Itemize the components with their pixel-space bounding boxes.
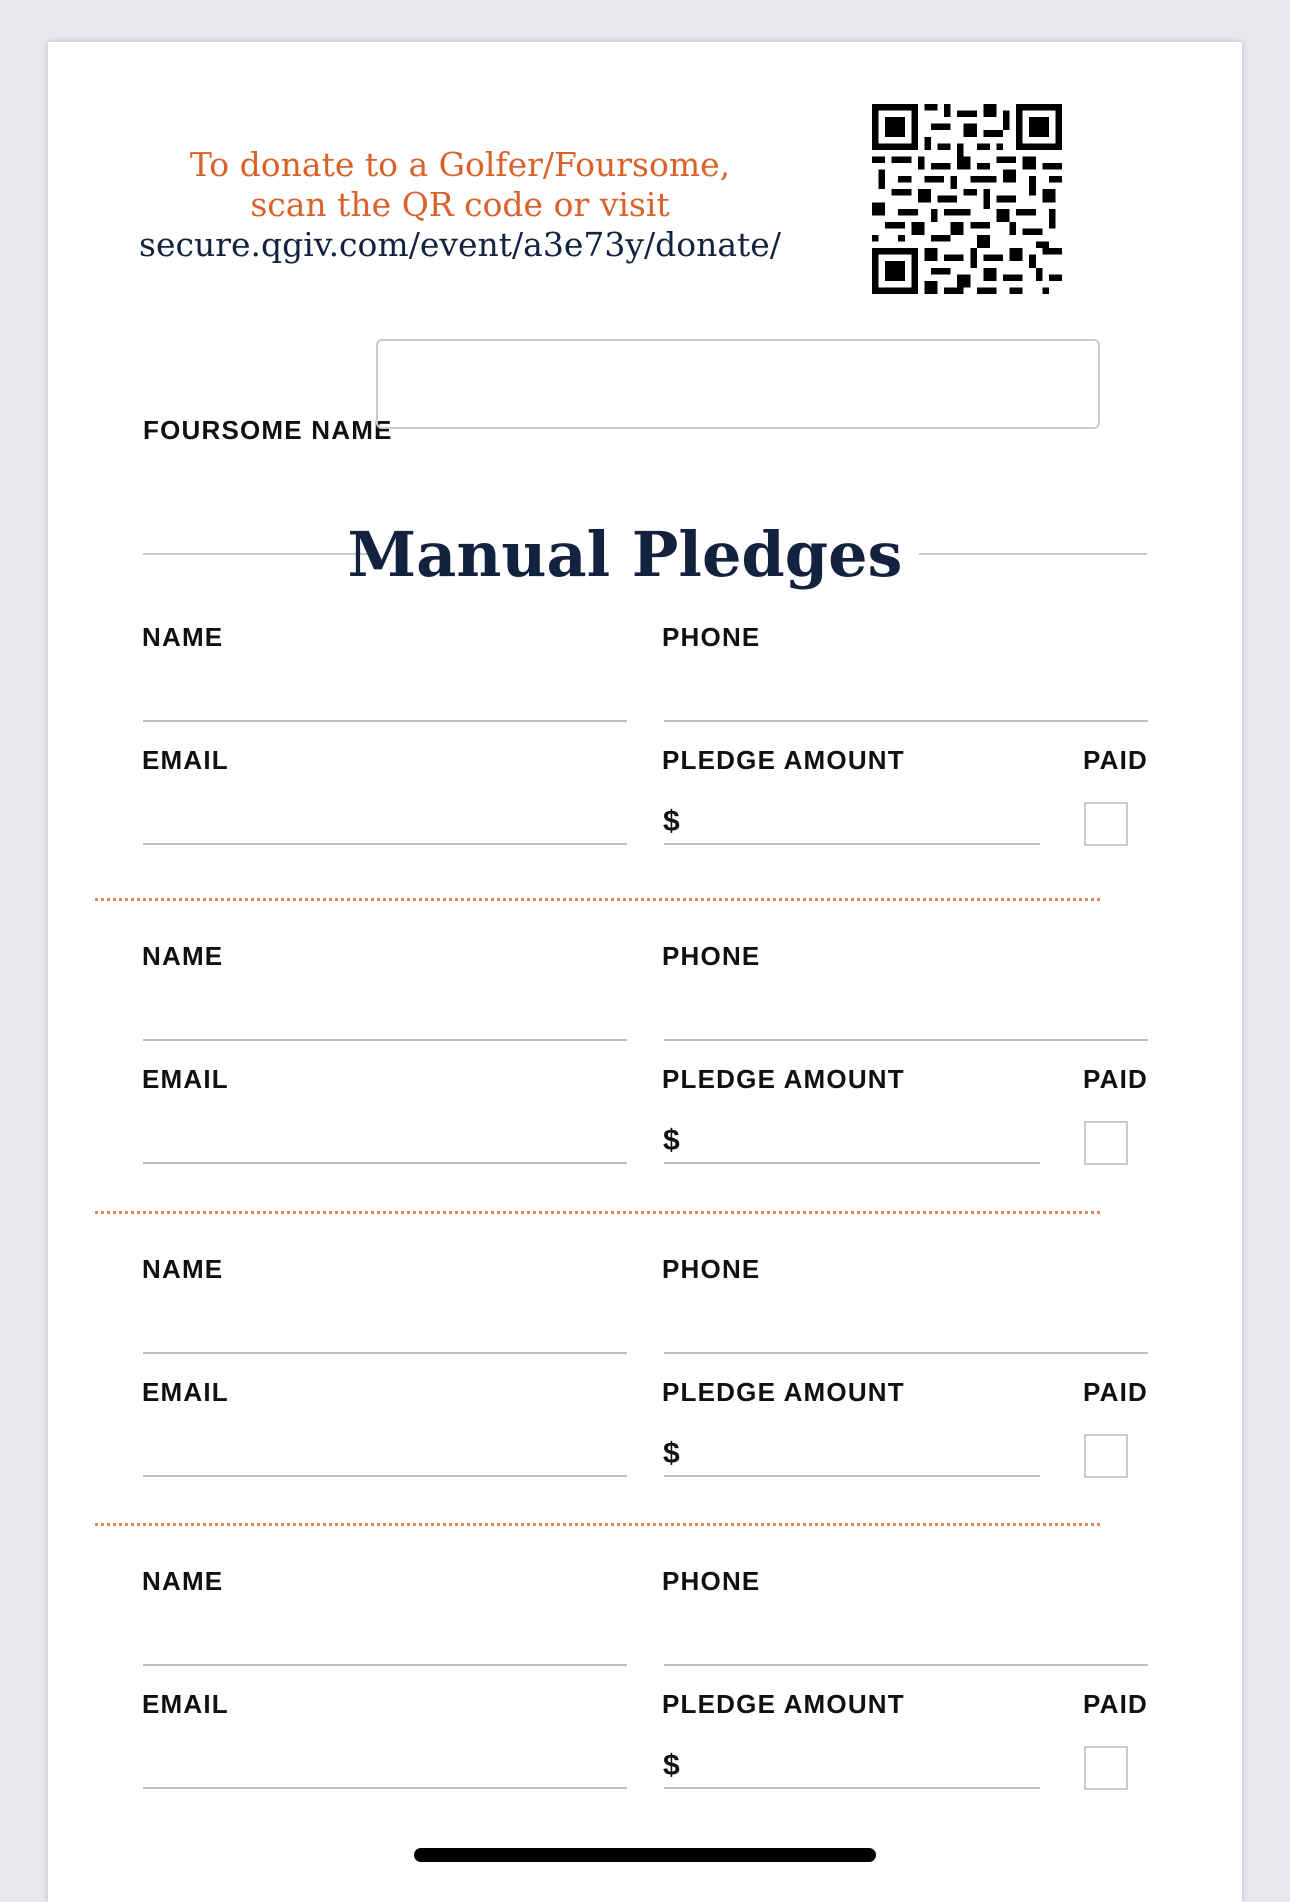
pledge-amount-label: PLEDGE AMOUNT <box>662 1064 905 1094</box>
phone-label: PHONE <box>662 622 761 652</box>
name-label: NAME <box>142 941 224 971</box>
title-rule-right <box>919 553 1147 555</box>
paid-label: PAID <box>1083 1377 1148 1407</box>
name-field[interactable] <box>143 1352 627 1354</box>
email-label: EMAIL <box>142 1064 229 1094</box>
name-label: NAME <box>142 1566 224 1596</box>
pledge-amount-field[interactable] <box>664 1787 1040 1789</box>
phone-field[interactable] <box>664 1664 1148 1666</box>
email-field[interactable] <box>143 843 627 845</box>
name-label: NAME <box>142 622 224 652</box>
pledge-amount-field[interactable] <box>664 843 1040 845</box>
pledge-amount-label: PLEDGE AMOUNT <box>662 1377 905 1407</box>
pledge-amount-label: PLEDGE AMOUNT <box>662 1689 905 1719</box>
email-label: EMAIL <box>142 1689 229 1719</box>
currency-symbol: $ <box>663 1749 680 1782</box>
currency-symbol: $ <box>663 1437 680 1470</box>
phone-label: PHONE <box>662 1254 761 1284</box>
currency-symbol: $ <box>663 805 680 838</box>
name-field[interactable] <box>143 1039 627 1041</box>
paid-checkbox[interactable] <box>1084 1434 1128 1478</box>
pledge-amount-label: PLEDGE AMOUNT <box>662 745 905 775</box>
home-indicator[interactable] <box>414 1848 876 1862</box>
title-rule-left <box>143 553 369 555</box>
donate-instructions <box>110 145 810 265</box>
phone-field[interactable] <box>664 720 1148 722</box>
pledge-divider <box>95 898 1100 901</box>
paid-checkbox[interactable] <box>1084 802 1128 846</box>
name-label: NAME <box>142 1254 224 1284</box>
pledge-sheet <box>48 42 1242 1902</box>
paid-label: PAID <box>1083 1689 1148 1719</box>
paid-label: PAID <box>1083 745 1148 775</box>
email-label: EMAIL <box>142 745 229 775</box>
phone-label: PHONE <box>662 1566 761 1596</box>
foursome-name-label: FOURSOME NAME <box>143 415 393 445</box>
paid-checkbox[interactable] <box>1084 1121 1128 1165</box>
email-field[interactable] <box>143 1162 627 1164</box>
phone-field[interactable] <box>664 1039 1148 1041</box>
pledge-amount-field[interactable] <box>664 1475 1040 1477</box>
donate-line-2: scan the QR code or visit <box>250 185 670 224</box>
donate-url[interactable]: secure.qgiv.com/event/a3e73y/donate/ <box>139 225 781 264</box>
paid-label: PAID <box>1083 1064 1148 1094</box>
foursome-name-input[interactable] <box>376 339 1100 429</box>
email-field[interactable] <box>143 1475 627 1477</box>
donate-line-1: To donate to a Golfer/Foursome, <box>189 145 731 184</box>
phone-field[interactable] <box>664 1352 1148 1354</box>
email-label: EMAIL <box>142 1377 229 1407</box>
qr-code-icon[interactable] <box>872 104 1062 294</box>
currency-symbol: $ <box>663 1124 680 1157</box>
pledge-divider <box>95 1211 1100 1214</box>
paid-checkbox[interactable] <box>1084 1746 1128 1790</box>
pledge-amount-field[interactable] <box>664 1162 1040 1164</box>
name-field[interactable] <box>143 720 627 722</box>
name-field[interactable] <box>143 1664 627 1666</box>
email-field[interactable] <box>143 1787 627 1789</box>
page-title: Manual Pledges <box>347 518 903 591</box>
pledge-divider <box>95 1523 1100 1526</box>
phone-label: PHONE <box>662 941 761 971</box>
